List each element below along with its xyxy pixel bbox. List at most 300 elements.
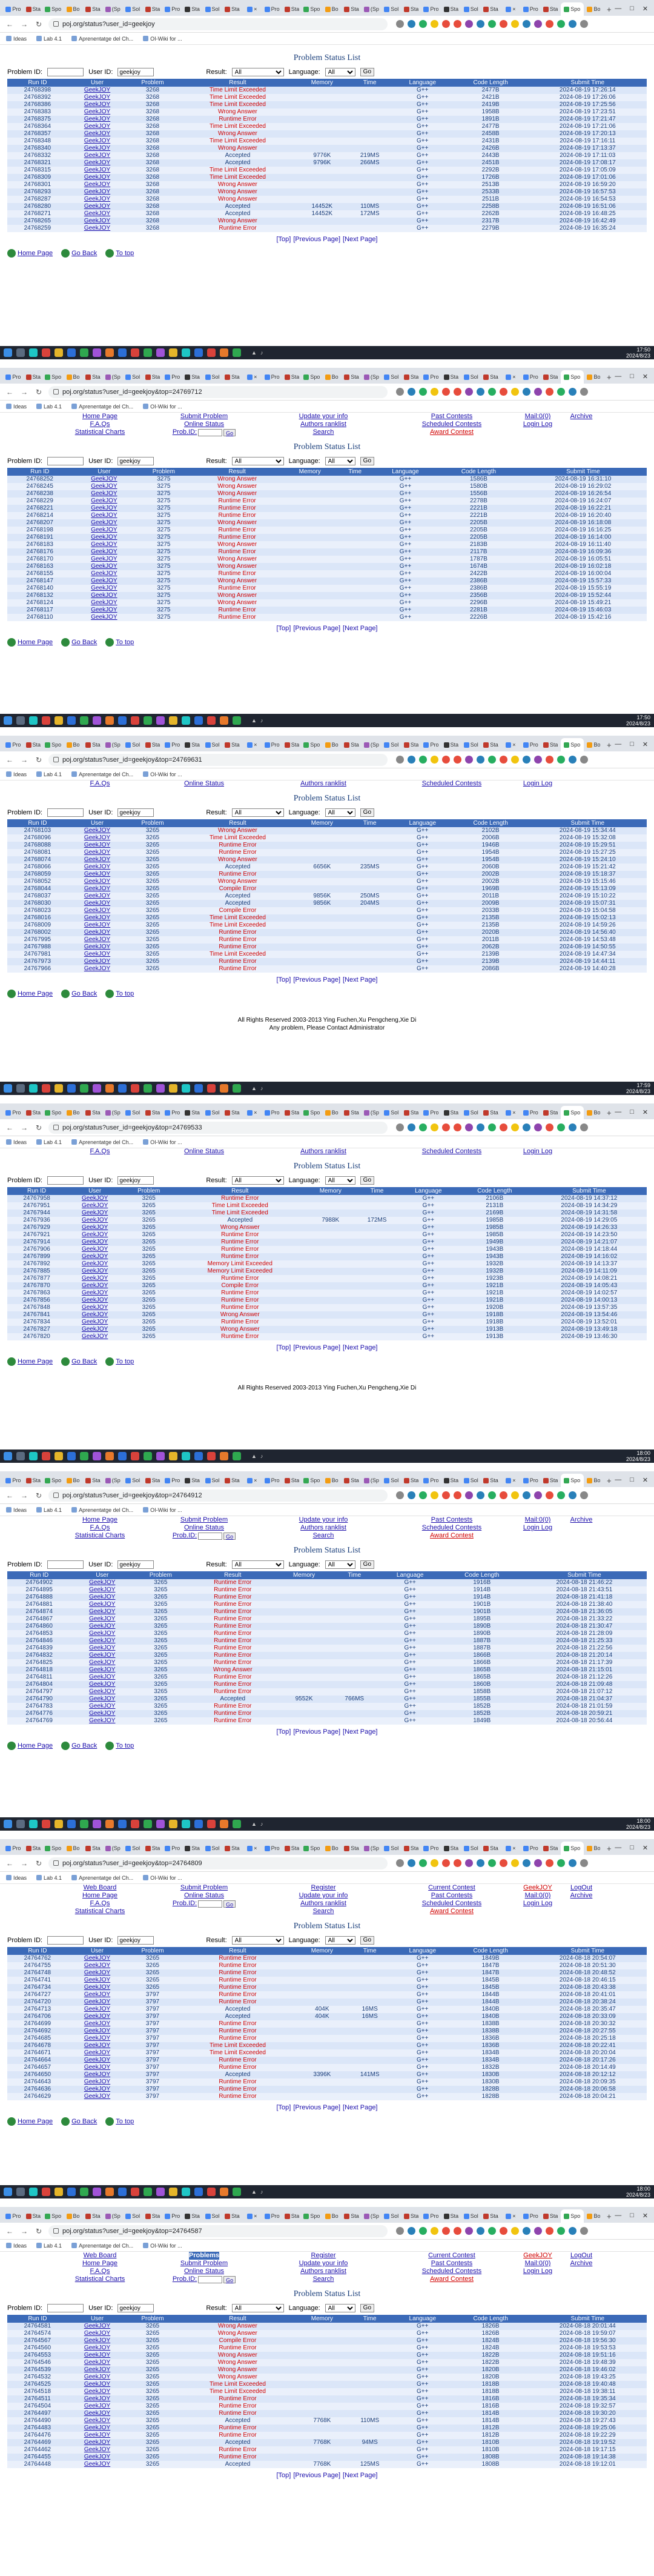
- browser-tab[interactable]: [481, 1474, 501, 1487]
- nav-faq[interactable]: F.A.Qs: [90, 1900, 110, 1907]
- taskbar-app-icon[interactable]: [29, 348, 38, 357]
- bookmark-item[interactable]: [143, 36, 182, 42]
- language-link[interactable]: G++: [373, 476, 438, 483]
- forward-arrow-icon[interactable]: →: [21, 1859, 28, 1868]
- user-link[interactable]: GeekJOY: [66, 1246, 124, 1253]
- problem-link[interactable]: 3265: [127, 842, 178, 849]
- browser-tab[interactable]: [322, 1842, 342, 1855]
- user-link[interactable]: GeekJOY: [71, 1579, 133, 1586]
- browser-tab[interactable]: [64, 2209, 83, 2223]
- browser-tab[interactable]: [44, 2, 63, 16]
- extension-icon[interactable]: [500, 2227, 507, 2235]
- nav-problem-id-input[interactable]: [198, 429, 222, 436]
- user-link[interactable]: GeekJOY: [68, 893, 127, 900]
- language-select[interactable]: [325, 808, 355, 817]
- extension-icon[interactable]: [546, 1491, 553, 1499]
- extension-icon[interactable]: [408, 388, 415, 396]
- language-link[interactable]: G++: [392, 2417, 453, 2425]
- taskbar-app-icon[interactable]: [118, 1452, 127, 1460]
- problem-link[interactable]: 3265: [127, 856, 178, 864]
- language-link[interactable]: G++: [399, 1195, 458, 1202]
- nav-search[interactable]: Search: [312, 1532, 334, 1539]
- browser-tab[interactable]: [262, 2209, 282, 2223]
- taskbar-app-icon[interactable]: [42, 1452, 50, 1460]
- extension-icon[interactable]: [477, 388, 484, 396]
- user-link[interactable]: GeekJOY: [72, 614, 136, 621]
- browser-tab[interactable]: [24, 370, 43, 384]
- taskbar-app-icon[interactable]: [105, 348, 114, 357]
- bookmark-item[interactable]: [71, 1507, 133, 1513]
- browser-tab[interactable]: [44, 2209, 63, 2223]
- taskbar-app-icon[interactable]: [182, 1820, 190, 1828]
- bookmark-item[interactable]: [143, 1875, 182, 1881]
- user-link[interactable]: GeekJOY: [72, 607, 136, 614]
- filter-go-button[interactable]: Go: [360, 1176, 374, 1185]
- nav-problem-go-button[interactable]: Go: [223, 1900, 236, 1908]
- taskbar-app-icon[interactable]: [29, 2188, 38, 2196]
- result-select[interactable]: [232, 2304, 284, 2312]
- browser-tab[interactable]: [521, 1474, 540, 1487]
- browser-tab[interactable]: [143, 1106, 162, 1119]
- taskbar-app-icon[interactable]: [233, 716, 241, 725]
- problem-link[interactable]: 3268: [127, 225, 178, 232]
- language-link[interactable]: G++: [392, 2425, 453, 2432]
- extension-icon[interactable]: [523, 1491, 530, 1499]
- browser-tab[interactable]: [501, 1106, 520, 1119]
- browser-tab[interactable]: [143, 2209, 162, 2223]
- browser-tab[interactable]: [44, 370, 63, 384]
- previous-page-link[interactable]: [Previous Page]: [293, 1344, 341, 1351]
- nav-past-contests[interactable]: Past Contests: [431, 2260, 473, 2267]
- language-link[interactable]: G++: [399, 1210, 458, 1217]
- user-link[interactable]: GeekJOY: [72, 541, 136, 548]
- user-link[interactable]: GeekJOY: [72, 548, 136, 556]
- extension-icon[interactable]: [569, 2227, 576, 2235]
- taskbar-app-icon[interactable]: [118, 348, 127, 357]
- language-link[interactable]: G++: [399, 1290, 458, 1297]
- problem-link[interactable]: 3265: [133, 1637, 188, 1645]
- result-select[interactable]: [232, 457, 284, 465]
- start-menu-icon[interactable]: [4, 716, 12, 725]
- browser-tab[interactable]: [24, 2209, 43, 2223]
- taskbar-app-icon[interactable]: [42, 1084, 50, 1093]
- problem-link[interactable]: 3275: [136, 505, 191, 512]
- language-link[interactable]: G++: [373, 592, 438, 599]
- bookmark-item[interactable]: [6, 404, 27, 410]
- browser-tab[interactable]: [222, 1842, 242, 1855]
- user-link[interactable]: GeekJOY: [66, 1268, 124, 1275]
- problem-id-input[interactable]: [47, 1176, 84, 1185]
- taskbar-app-icon[interactable]: [118, 1820, 127, 1828]
- maximize-button[interactable]: □: [630, 741, 634, 748]
- taskbar-app-icon[interactable]: [80, 1820, 88, 1828]
- taskbar-app-icon[interactable]: [16, 1452, 25, 1460]
- language-link[interactable]: G++: [378, 1637, 442, 1645]
- language-link[interactable]: G++: [392, 834, 453, 842]
- language-link[interactable]: G++: [392, 2446, 453, 2454]
- extension-icon[interactable]: [523, 388, 530, 396]
- browser-tab[interactable]: [584, 738, 604, 751]
- home-page-link[interactable]: [7, 2117, 53, 2126]
- user-link[interactable]: GeekJOY: [68, 2323, 127, 2330]
- problem-link[interactable]: 3275: [136, 570, 191, 577]
- problem-link[interactable]: 3265: [127, 2337, 178, 2345]
- back-arrow-icon[interactable]: ←: [6, 755, 13, 764]
- nav-login-log[interactable]: Login Log: [523, 780, 553, 787]
- taskbar-clock[interactable]: [626, 1082, 650, 1094]
- browser-tab[interactable]: [461, 1106, 481, 1119]
- nav-online-status[interactable]: Online Status: [183, 421, 225, 428]
- extension-icon[interactable]: [454, 1491, 461, 1499]
- browser-tab[interactable]: [382, 738, 401, 751]
- extension-icon[interactable]: [431, 2227, 438, 2235]
- user-link[interactable]: GeekJOY: [68, 2006, 127, 2013]
- taskbar-app-icon[interactable]: [207, 2188, 216, 2196]
- browser-tab[interactable]: [83, 1842, 102, 1855]
- extension-icon[interactable]: [534, 1491, 542, 1499]
- browser-tab[interactable]: [561, 1474, 583, 1487]
- nav-scheduled-contests[interactable]: Scheduled Contests: [421, 1148, 482, 1155]
- maximize-button[interactable]: □: [630, 5, 634, 12]
- extension-icon[interactable]: [408, 1123, 415, 1131]
- browser-tab[interactable]: [541, 738, 560, 751]
- extension-icon[interactable]: [465, 388, 473, 396]
- top-link[interactable]: [Top]: [276, 2472, 291, 2479]
- extension-icon[interactable]: [477, 20, 484, 28]
- bookmark-item[interactable]: [6, 1875, 27, 1881]
- next-page-link[interactable]: [Next Page]: [343, 976, 378, 983]
- problem-link[interactable]: 3265: [127, 2410, 178, 2417]
- user-link[interactable]: GeekJOY: [68, 944, 127, 951]
- extension-icon[interactable]: [396, 20, 404, 28]
- user-link[interactable]: GeekJOY: [68, 218, 127, 225]
- user-link[interactable]: GeekJOY: [72, 498, 136, 505]
- language-link[interactable]: G++: [392, 2006, 453, 2013]
- home-page-link[interactable]: [7, 249, 53, 258]
- nav-archive[interactable]: Archive: [570, 1892, 593, 1899]
- extension-icon[interactable]: [523, 756, 530, 764]
- language-link[interactable]: G++: [392, 929, 453, 936]
- browser-tab[interactable]: [163, 1842, 182, 1855]
- problem-link[interactable]: 3268: [127, 116, 178, 123]
- forward-arrow-icon[interactable]: →: [21, 1123, 28, 1132]
- problem-link[interactable]: 3265: [127, 2366, 178, 2374]
- site-info-icon[interactable]: [53, 21, 59, 27]
- user-link[interactable]: GeekJOY: [68, 1991, 127, 1999]
- browser-tab[interactable]: [44, 1106, 63, 1119]
- nav-authors-ranklist[interactable]: Authors ranklist: [300, 780, 346, 787]
- browser-tab[interactable]: [342, 738, 362, 751]
- browser-tab[interactable]: [282, 2209, 302, 2223]
- browser-tab[interactable]: [4, 1842, 23, 1855]
- extension-icon[interactable]: [431, 20, 438, 28]
- to-top-link[interactable]: [105, 249, 134, 258]
- taskbar-app-icon[interactable]: [80, 1452, 88, 1460]
- browser-tab[interactable]: [322, 1474, 342, 1487]
- problem-link[interactable]: 3797: [127, 2042, 178, 2049]
- user-link[interactable]: GeekJOY: [68, 196, 127, 203]
- user-link[interactable]: GeekJOY: [68, 856, 127, 864]
- extension-icon[interactable]: [511, 1123, 519, 1131]
- previous-page-link[interactable]: [Previous Page]: [293, 2104, 341, 2111]
- site-info-icon[interactable]: [53, 1125, 59, 1130]
- language-link[interactable]: G++: [378, 1666, 442, 1674]
- forward-arrow-icon[interactable]: →: [21, 755, 28, 764]
- extension-icon[interactable]: [511, 20, 519, 28]
- browser-tab[interactable]: [401, 1106, 421, 1119]
- language-link[interactable]: G++: [378, 1616, 442, 1623]
- problem-link[interactable]: 3275: [136, 548, 191, 556]
- extension-icon[interactable]: [442, 1491, 450, 1499]
- extension-icon[interactable]: [546, 20, 553, 28]
- extension-icon[interactable]: [534, 20, 542, 28]
- problem-link[interactable]: 3275: [136, 483, 191, 490]
- language-link[interactable]: G++: [392, 2432, 453, 2439]
- taskbar-app-icon[interactable]: [67, 1084, 76, 1093]
- language-link[interactable]: G++: [392, 152, 453, 159]
- browser-tab[interactable]: [481, 1842, 501, 1855]
- user-link[interactable]: GeekJOY: [71, 1616, 133, 1623]
- new-tab-button[interactable]: +: [607, 4, 612, 14]
- nav-web-board[interactable]: Web Board: [83, 2252, 117, 2259]
- language-link[interactable]: G++: [392, 2093, 453, 2100]
- user-link[interactable]: GeekJOY: [68, 2013, 127, 2020]
- extension-icon[interactable]: [396, 1859, 404, 1867]
- extension-icon[interactable]: [454, 1123, 461, 1131]
- address-bar[interactable]: [48, 18, 388, 30]
- problem-link[interactable]: 3275: [136, 476, 191, 483]
- language-link[interactable]: G++: [392, 167, 453, 174]
- browser-tab[interactable]: [302, 2, 322, 16]
- back-arrow-icon[interactable]: ←: [6, 1859, 13, 1868]
- extension-icon[interactable]: [511, 1859, 519, 1867]
- minimize-button[interactable]: —: [615, 741, 622, 748]
- browser-tab[interactable]: [203, 1474, 222, 1487]
- extension-icon[interactable]: [523, 1123, 530, 1131]
- user-link[interactable]: GeekJOY: [68, 101, 127, 108]
- user-link[interactable]: GeekJOY: [72, 577, 136, 585]
- browser-tab[interactable]: [481, 1106, 501, 1119]
- problem-link[interactable]: 3275: [136, 585, 191, 592]
- browser-tab[interactable]: [401, 2209, 421, 2223]
- language-link[interactable]: G++: [392, 2410, 453, 2417]
- problem-link[interactable]: 3265: [127, 1955, 178, 1962]
- nav-home-page[interactable]: Home Page: [82, 413, 118, 420]
- browser-tab[interactable]: [242, 1106, 262, 1119]
- extension-icon[interactable]: [500, 1491, 507, 1499]
- nav-online-status[interactable]: Online Status: [183, 1524, 225, 1531]
- browser-tab[interactable]: [401, 1474, 421, 1487]
- reload-icon[interactable]: ↻: [35, 387, 42, 396]
- bookmark-item[interactable]: [71, 404, 133, 410]
- browser-tab[interactable]: [521, 2, 540, 16]
- user-link[interactable]: GeekJOY: [68, 965, 127, 973]
- user-link[interactable]: GeekJOY: [68, 167, 127, 174]
- extension-icon[interactable]: [419, 388, 427, 396]
- problem-link[interactable]: 3275: [136, 534, 191, 541]
- user-link[interactable]: GeekJOY: [71, 1681, 133, 1688]
- start-menu-icon[interactable]: [4, 1084, 12, 1093]
- extension-icon[interactable]: [523, 20, 530, 28]
- browser-tab[interactable]: [421, 1842, 441, 1855]
- user-link[interactable]: GeekJOY: [66, 1290, 124, 1297]
- problem-link[interactable]: 3265: [133, 1623, 188, 1630]
- problem-link[interactable]: 3265: [127, 1962, 178, 1969]
- browser-tab[interactable]: [183, 738, 202, 751]
- language-select[interactable]: [325, 1176, 355, 1185]
- back-arrow-icon[interactable]: ←: [6, 1123, 13, 1132]
- extension-icon[interactable]: [557, 1859, 565, 1867]
- language-link[interactable]: G++: [378, 1623, 442, 1630]
- browser-tab[interactable]: [421, 738, 441, 751]
- nav-current-contest[interactable]: Current Contest: [428, 2252, 475, 2259]
- bookmark-item[interactable]: [36, 404, 62, 410]
- bookmark-item[interactable]: [6, 1507, 27, 1513]
- language-link[interactable]: G++: [399, 1304, 458, 1311]
- result-select[interactable]: [232, 1176, 284, 1185]
- previous-page-link[interactable]: [Previous Page]: [293, 1728, 341, 1736]
- wifi-icon[interactable]: ▲: [251, 1453, 257, 1459]
- user-link[interactable]: GeekJOY: [68, 188, 127, 196]
- user-link[interactable]: GeekJOY: [68, 1969, 127, 1977]
- nav-current-contest[interactable]: Current Contest: [428, 1884, 475, 1891]
- top-link[interactable]: [Top]: [276, 1344, 291, 1351]
- taskbar-app-icon[interactable]: [207, 348, 216, 357]
- problem-link[interactable]: 3268: [127, 159, 178, 167]
- nav-update-info[interactable]: Update your info: [299, 2260, 348, 2267]
- taskbar-app-icon[interactable]: [93, 348, 101, 357]
- problem-link[interactable]: 3268: [127, 87, 178, 94]
- user-link[interactable]: GeekJOY: [68, 2359, 127, 2366]
- problem-link[interactable]: 3265: [133, 1674, 188, 1681]
- language-link[interactable]: G++: [392, 2013, 453, 2020]
- extension-icon[interactable]: [511, 2227, 519, 2235]
- browser-tab[interactable]: [441, 2209, 461, 2223]
- nav-award-contest[interactable]: Award Contest: [430, 1908, 474, 1915]
- volume-icon[interactable]: ♪: [260, 1821, 263, 1827]
- problem-link[interactable]: 3265: [133, 1608, 188, 1616]
- site-info-icon[interactable]: [53, 2228, 59, 2234]
- user-link[interactable]: GeekJOY: [68, 1984, 127, 1991]
- taskbar-app-icon[interactable]: [29, 1084, 38, 1093]
- site-info-icon[interactable]: [53, 389, 59, 394]
- address-bar[interactable]: [48, 386, 388, 398]
- user-link[interactable]: GeekJOY: [72, 534, 136, 541]
- nav-update-info[interactable]: Update your info: [299, 413, 348, 420]
- user-link[interactable]: GeekJOY: [68, 123, 127, 130]
- problem-link[interactable]: 3265: [127, 849, 178, 856]
- top-link[interactable]: [Top]: [276, 625, 291, 632]
- browser-tab[interactable]: [24, 1842, 43, 1855]
- browser-tab[interactable]: [163, 370, 182, 384]
- home-page-link[interactable]: [7, 990, 53, 998]
- minimize-button[interactable]: —: [615, 1844, 622, 1851]
- taskbar-app-icon[interactable]: [42, 1820, 50, 1828]
- browser-tab[interactable]: [203, 1106, 222, 1119]
- taskbar-app-icon[interactable]: [105, 716, 114, 725]
- go-back-link[interactable]: [61, 1742, 97, 1750]
- user-link[interactable]: GeekJOY: [68, 2454, 127, 2461]
- taskbar-app-icon[interactable]: [93, 1820, 101, 1828]
- user-link[interactable]: GeekJOY: [66, 1253, 124, 1260]
- browser-tab[interactable]: [342, 2, 362, 16]
- nav-problem-id-input[interactable]: [198, 1900, 222, 1908]
- nav-award-contest[interactable]: Award Contest: [430, 428, 474, 436]
- bookmark-item[interactable]: [71, 771, 133, 777]
- user-link[interactable]: GeekJOY: [68, 2071, 127, 2078]
- browser-tab[interactable]: [183, 2209, 202, 2223]
- browser-tab[interactable]: [382, 370, 401, 384]
- taskbar-app-icon[interactable]: [42, 716, 50, 725]
- browser-tab[interactable]: [4, 370, 23, 384]
- language-link[interactable]: G++: [378, 1601, 442, 1608]
- taskbar-app-icon[interactable]: [144, 2188, 152, 2196]
- nav-problem-go-button[interactable]: Go: [223, 2276, 236, 2283]
- filter-go-button[interactable]: Go: [360, 808, 374, 817]
- user-link[interactable]: GeekJOY: [68, 2446, 127, 2454]
- problem-id-input[interactable]: [47, 1560, 84, 1569]
- language-link[interactable]: G++: [392, 885, 453, 893]
- extension-icon[interactable]: [511, 388, 519, 396]
- taskbar-app-icon[interactable]: [131, 2188, 139, 2196]
- taskbar-app-icon[interactable]: [169, 2188, 177, 2196]
- browser-tab[interactable]: [302, 370, 322, 384]
- browser-tab[interactable]: [302, 1842, 322, 1855]
- filter-go-button[interactable]: Go: [360, 68, 374, 76]
- browser-tab[interactable]: [64, 1842, 83, 1855]
- browser-tab[interactable]: [481, 2209, 501, 2223]
- taskbar-app-icon[interactable]: [207, 716, 216, 725]
- language-link[interactable]: G++: [392, 2374, 453, 2381]
- user-link[interactable]: GeekJOY: [71, 1601, 133, 1608]
- language-link[interactable]: G++: [392, 864, 453, 871]
- extension-icon[interactable]: [580, 20, 588, 28]
- extension-icon[interactable]: [500, 20, 507, 28]
- user-link[interactable]: GeekJOY: [71, 1586, 133, 1594]
- language-link[interactable]: G++: [378, 1594, 442, 1601]
- volume-icon[interactable]: ♪: [260, 2189, 263, 2195]
- taskbar-app-icon[interactable]: [29, 1452, 38, 1460]
- user-link[interactable]: GeekJOY: [68, 878, 127, 885]
- language-link[interactable]: G++: [399, 1282, 458, 1290]
- browser-tab[interactable]: [4, 1474, 23, 1487]
- browser-tab[interactable]: [561, 2, 583, 16]
- language-link[interactable]: G++: [392, 2352, 453, 2359]
- problem-link[interactable]: 3265: [127, 885, 178, 893]
- browser-tab[interactable]: [44, 738, 63, 751]
- user-link[interactable]: GeekJOY: [72, 490, 136, 498]
- top-link[interactable]: [Top]: [276, 2104, 291, 2111]
- language-link[interactable]: G++: [392, 2035, 453, 2042]
- extension-icon[interactable]: [408, 2227, 415, 2235]
- forward-arrow-icon[interactable]: →: [21, 19, 28, 28]
- extension-icon[interactable]: [442, 20, 450, 28]
- browser-tab[interactable]: [143, 1842, 162, 1855]
- extension-icon[interactable]: [488, 2227, 496, 2235]
- bookmark-item[interactable]: [36, 2243, 62, 2249]
- problem-link[interactable]: 3265: [127, 907, 178, 914]
- extension-icon[interactable]: [488, 20, 496, 28]
- taskbar-app-icon[interactable]: [16, 1820, 25, 1828]
- problem-link[interactable]: 3265: [133, 1710, 188, 1717]
- extension-icon[interactable]: [511, 756, 519, 764]
- nav-user[interactable]: GeekJOY: [523, 1884, 552, 1891]
- browser-tab[interactable]: [421, 1474, 441, 1487]
- user-link[interactable]: GeekJOY: [66, 1275, 124, 1282]
- language-link[interactable]: G++: [378, 1703, 442, 1710]
- browser-tab[interactable]: [143, 370, 162, 384]
- taskbar-app-icon[interactable]: [29, 716, 38, 725]
